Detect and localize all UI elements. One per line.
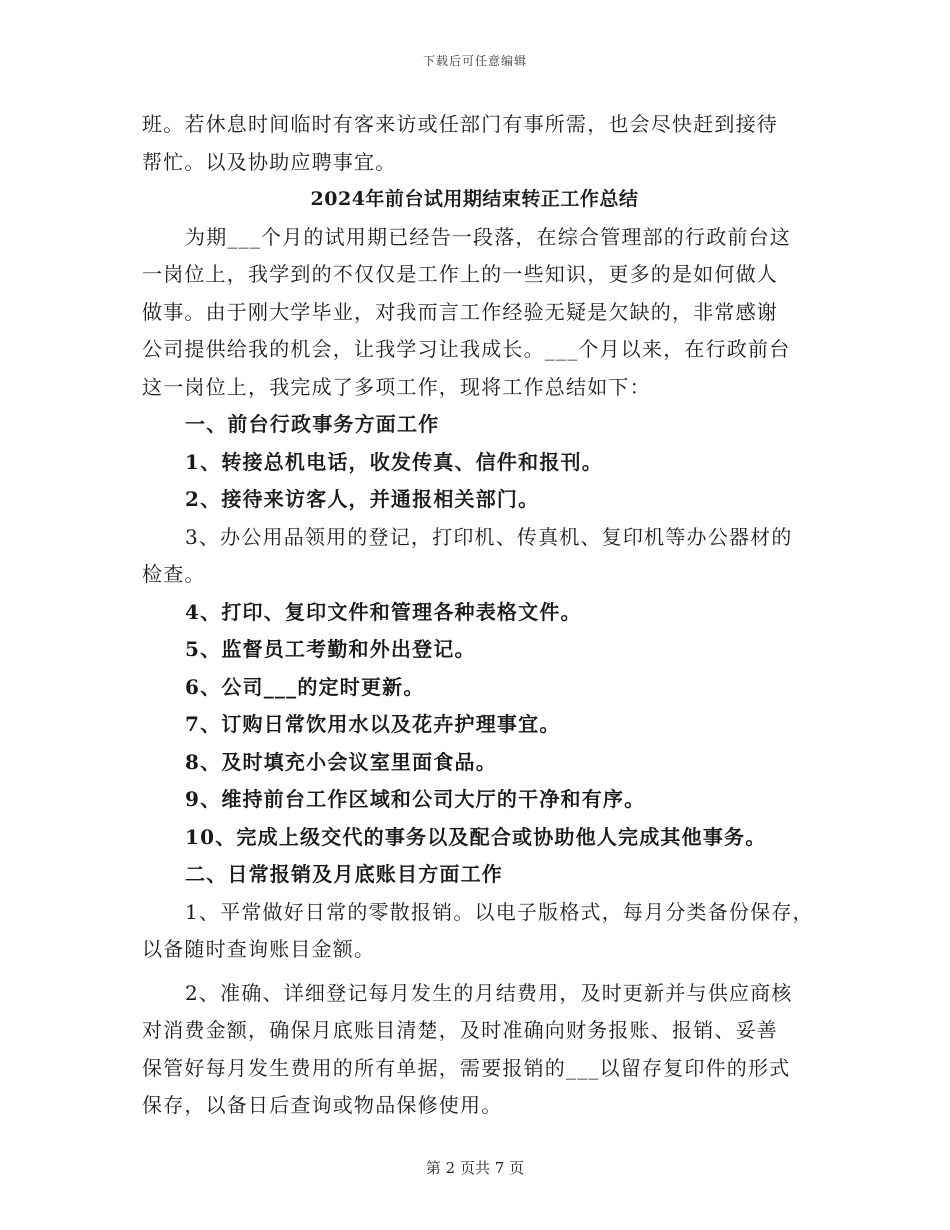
page-header: 下载后可任意编辑 xyxy=(422,54,527,68)
paragraph-line: 一岗位上，我学到的不仅仅是工作上的一些知识，更多的是如何做人 xyxy=(142,262,778,286)
paragraph-line: 公司提供给我的机会，让我学习让我成长。___个月以来，在行政前台 xyxy=(142,337,791,361)
list-item: 4、打印、复印文件和管理各种表格文件。 xyxy=(185,599,582,624)
list-item-continuation: 保管好每月发生费用的所有单据，需要报销的___以留存复印件的形式 xyxy=(142,1055,791,1080)
list-item: 7、订购日常饮用水以及花卉护理事宜。 xyxy=(185,712,561,736)
list-item: 5、监督员工考勤和外出登记。 xyxy=(185,637,476,661)
list-item-continuation: 保存，以备日后查询或物品保修使用。 xyxy=(142,1093,503,1117)
list-item: 2、接待来访客人，并通报相关部门。 xyxy=(185,487,540,511)
list-item-continuation: 以备随时查询账目金额。 xyxy=(142,937,376,961)
list-item: 3、办公用品领用的登记，打印机、传真机、复印机等办公器材的 xyxy=(185,524,793,549)
paragraph-line: 为期___个月的试用期已经告一段落，在综合管理部的行政前台这 xyxy=(185,224,791,249)
section-heading: 二、日常报销及月底账目方面工作 xyxy=(185,862,503,886)
list-item-continuation: 对消费金额，确保月底账目清楚，及时准确向财务报账、报销、妥善 xyxy=(142,1018,778,1042)
list-item: 6、公司___的定时更新。 xyxy=(185,674,425,699)
list-item: 2、准确、详细登记每月发生的月结费用，及时更新并与供应商核 xyxy=(185,980,793,1005)
section-heading: 一、前台行政事务方面工作 xyxy=(185,412,440,436)
document-title: 2024年前台试用期结束转正工作总结 xyxy=(310,188,639,210)
paragraph-line: 这一岗位上，我完成了多项工作，现将工作总结如下： xyxy=(142,374,651,399)
paragraph-line: 帮忙。以及协助应聘事宜。 xyxy=(142,149,397,174)
page-number-footer: 第 2 页共 7 页 xyxy=(425,1159,525,1177)
paragraph-line: 做事。由于刚大学毕业，对我而言工作经验无疑是欠缺的，非常感谢 xyxy=(142,299,778,324)
document-body xyxy=(142,106,814,1125)
list-item: 8、及时填充小会议室里面食品。 xyxy=(185,749,497,774)
list-item: 10、完成上级交代的事务以及配合或协助他人完成其他事务。 xyxy=(185,824,767,849)
paragraph-line: 班。若休息时间临时有客来访或任部门有事所需，也会尽快赶到接待 xyxy=(142,112,778,136)
list-item-continuation: 检查。 xyxy=(142,562,206,586)
list-item: 1、平常做好日常的零散报销。以电子版格式，每月分类备份保存， xyxy=(185,899,814,924)
list-item: 1、转接总机电话，收发传真、信件和报刊。 xyxy=(185,449,603,474)
list-item: 9、维持前台工作区域和公司大厅的干净和有序。 xyxy=(185,787,646,811)
